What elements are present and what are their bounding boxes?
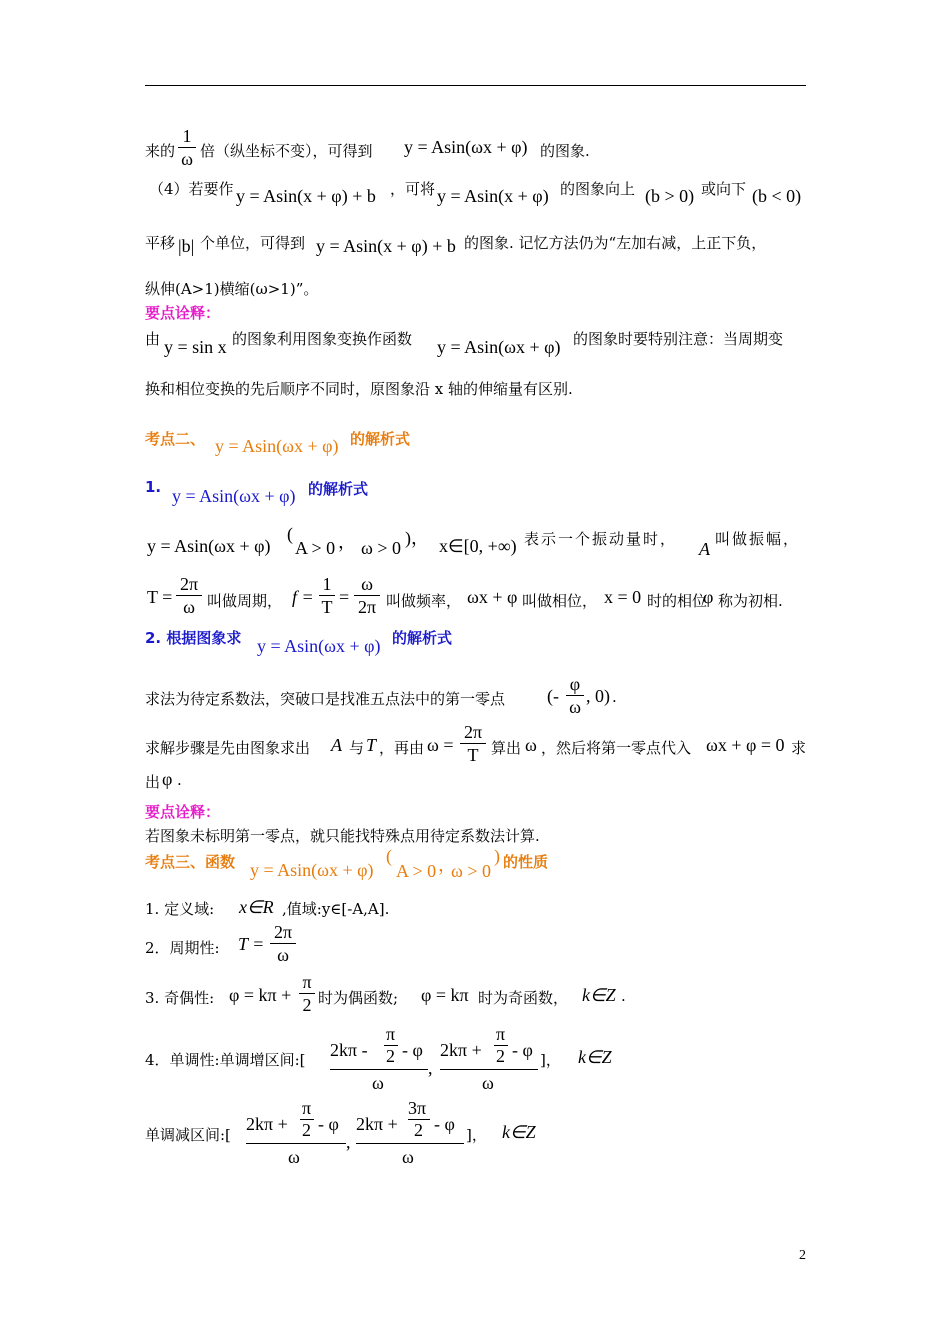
numerator-pi: π	[496, 1024, 506, 1044]
formula: , 0)	[586, 686, 610, 706]
page-number: 2	[799, 1248, 806, 1263]
text: 的图象向上	[560, 180, 636, 198]
denominator: 2π	[357, 597, 377, 617]
numerator-two: 2	[496, 1046, 505, 1066]
text: 表示一个振动量时，	[524, 530, 678, 548]
formula: A	[331, 735, 342, 755]
text: 来的	[145, 142, 176, 160]
denominator: ω	[277, 945, 289, 965]
text: 或向下	[701, 180, 747, 198]
formula: ω	[525, 735, 537, 755]
formula: y = Asin(x + φ) + b	[236, 186, 376, 206]
numerator: π	[302, 972, 312, 992]
formula: A > 0	[396, 861, 437, 881]
denominator: ω	[402, 1147, 414, 1167]
text: 时的相位	[647, 592, 708, 610]
formula: |b|	[178, 236, 195, 256]
formula: k∈Z	[582, 985, 616, 1005]
numerator: φ	[569, 674, 581, 694]
text: 称为初相.	[718, 592, 783, 610]
text: 1. 定义域:	[145, 900, 215, 918]
formula: A	[699, 539, 710, 559]
text: 叫做周期，	[207, 592, 283, 610]
text: 叫做相位，	[522, 592, 598, 610]
formula: y = Asin(x + φ) + b	[316, 236, 456, 256]
header-rule	[145, 85, 806, 86]
text: 4．单调性:单调增区间:[	[145, 1051, 306, 1069]
numerator: 1	[322, 574, 332, 594]
text: 叫做频率，	[386, 592, 462, 610]
formula: ω > 0	[451, 861, 491, 881]
text: ，再由	[379, 739, 425, 757]
numerator-pi: π	[302, 1098, 312, 1118]
comma: ,	[346, 1132, 351, 1152]
denominator: ω	[482, 1073, 494, 1093]
denominator: T	[467, 745, 479, 765]
text: ，可将	[390, 180, 436, 198]
numerator-part: 2kπ +	[440, 1040, 482, 1060]
numerator-pi: 3π	[408, 1098, 427, 1118]
formula: ω =	[427, 735, 454, 755]
text: 纵伸(A>1)横缩(ω>1)”。	[145, 280, 319, 298]
comma: ,	[428, 1058, 433, 1078]
formula: x∈[0, +∞)	[439, 536, 517, 556]
formula: x = 0	[604, 587, 642, 607]
numerator-part: - φ	[434, 1114, 455, 1134]
text: 换和相位变换的先后顺序不同时，原图象沿 x 轴的伸缩量有区别.	[145, 380, 573, 398]
numerator-two: 2	[386, 1046, 395, 1066]
formula: y = sin x	[164, 337, 227, 357]
formula: T =	[238, 934, 265, 954]
text: 求解步骤是先由图象求出	[145, 739, 311, 757]
note-title: 要点诠释：	[145, 304, 221, 322]
text: 倍（纵坐标不变），可得到	[200, 142, 373, 160]
formula: y = Asin(ωx + φ)	[250, 860, 374, 880]
formula: φ = kπ	[421, 985, 469, 1005]
fraction	[178, 126, 196, 169]
text: ]，	[466, 1126, 487, 1144]
formula: y = Asin(ωx + φ)	[257, 636, 381, 656]
text: 平移	[145, 234, 176, 252]
paren: (	[287, 524, 293, 544]
formula: (b > 0)	[645, 186, 695, 206]
text: 由	[145, 330, 161, 348]
paren: )，	[405, 528, 429, 548]
text: 与	[349, 739, 365, 757]
fraction	[299, 972, 315, 1015]
formula: A > 0	[295, 538, 336, 558]
fraction	[319, 574, 335, 617]
text: .	[612, 688, 617, 706]
text: ,值域:y∈[-A,A].	[282, 900, 390, 918]
paren: (	[386, 846, 392, 866]
numerator-two: 2	[414, 1120, 423, 1140]
numerator: 2π	[179, 574, 199, 594]
text: 单调减区间:[	[145, 1126, 231, 1144]
formula: =	[339, 587, 350, 607]
text: 的图象. 记忆方法仍为“左加右减，上正下负，	[464, 234, 767, 252]
formula: x∈R	[239, 897, 274, 917]
fraction	[270, 922, 296, 965]
subheading: 1.	[145, 478, 162, 496]
formula: y = Asin(x + φ)	[437, 186, 549, 206]
formula: φ	[703, 587, 714, 607]
formula: φ = kπ +	[229, 985, 292, 1005]
numerator: 2π	[463, 722, 483, 742]
text: ]，	[540, 1051, 561, 1069]
text: .	[621, 987, 626, 1005]
text: 3. 奇偶性:	[145, 989, 215, 1007]
numerator-pi: π	[386, 1024, 396, 1044]
formula: T =	[147, 587, 173, 607]
section-heading: 考点二、	[145, 430, 206, 448]
denominator: ω	[372, 1073, 384, 1093]
text: 个单位，可得到	[200, 234, 306, 252]
fraction	[460, 722, 486, 765]
section-heading: 考点三、函数	[145, 853, 236, 871]
text: 2．周期性:	[145, 939, 220, 957]
fraction	[354, 574, 380, 617]
text: 求	[791, 739, 807, 757]
text: 求法为待定系数法，突破口是找准五点法中的第一零点	[145, 690, 506, 708]
formula: φ	[162, 769, 173, 789]
formula: (-	[547, 686, 559, 706]
formula: T	[366, 735, 377, 755]
fraction	[176, 574, 202, 617]
formula: y = Asin(ωx + φ)	[147, 536, 271, 556]
formula: y = Asin(ωx + φ)	[437, 337, 561, 357]
text: 的图象时要特别注意：当周期变	[573, 330, 784, 348]
section-heading: 的解析式	[350, 430, 411, 448]
denominator: ω	[288, 1147, 300, 1167]
denominator: 2	[302, 995, 312, 1015]
formula: f =	[292, 587, 314, 607]
formula: y = Asin(ωx + φ)	[172, 486, 296, 506]
section-heading: 的性质	[503, 853, 549, 871]
formula: (b < 0)	[752, 186, 802, 206]
formula: y = Asin(ωx + φ)	[404, 137, 528, 157]
subheading: 的解析式	[308, 480, 369, 498]
note-title: 要点诠释：	[145, 803, 221, 821]
denominator: ω	[181, 149, 193, 169]
formula: k∈Z	[502, 1122, 536, 1142]
denominator: T	[321, 597, 333, 617]
paren: )	[494, 846, 500, 866]
numerator-part: 2kπ +	[246, 1114, 288, 1134]
formula: y = Asin(ωx + φ)	[215, 436, 339, 456]
numerator-two: 2	[302, 1120, 311, 1140]
numerator: 1	[182, 126, 192, 146]
formula: k∈Z	[578, 1047, 612, 1067]
text: .	[177, 771, 182, 789]
numerator-part: - φ	[512, 1040, 533, 1060]
comma: ，	[338, 532, 356, 552]
subheading: 2. 根据图象求	[145, 629, 242, 647]
numerator-part: - φ	[402, 1040, 423, 1060]
numerator-part: - φ	[318, 1114, 339, 1134]
numerator-part: 2kπ +	[356, 1114, 398, 1134]
numerator: ω	[361, 574, 373, 594]
text: 出	[145, 773, 161, 791]
text: 的图象利用图象变换作函数	[232, 330, 413, 348]
text: 若图象未标明第一零点，就只能找特殊点用待定系数法计算.	[145, 827, 540, 845]
text: 时为奇函数，	[478, 989, 569, 1007]
denominator: ω	[183, 597, 195, 617]
text: 时为偶函数;	[318, 989, 399, 1007]
subheading: 的解析式	[392, 629, 453, 647]
numerator-part: 2kπ -	[330, 1040, 368, 1060]
fraction	[566, 674, 584, 717]
text: ，然后将第一零点代入	[541, 739, 692, 757]
numerator: 2π	[273, 922, 293, 942]
formula: ωx + φ = 0	[706, 735, 785, 755]
text: 叫做振幅，	[715, 530, 801, 548]
denominator: ω	[569, 697, 581, 717]
text: （4）若要作	[149, 180, 234, 198]
formula: ωx + φ	[467, 587, 518, 607]
text: 的图象.	[540, 142, 590, 160]
comma: ，	[438, 855, 456, 875]
formula: ω > 0	[361, 538, 401, 558]
text: 算出	[491, 739, 522, 757]
